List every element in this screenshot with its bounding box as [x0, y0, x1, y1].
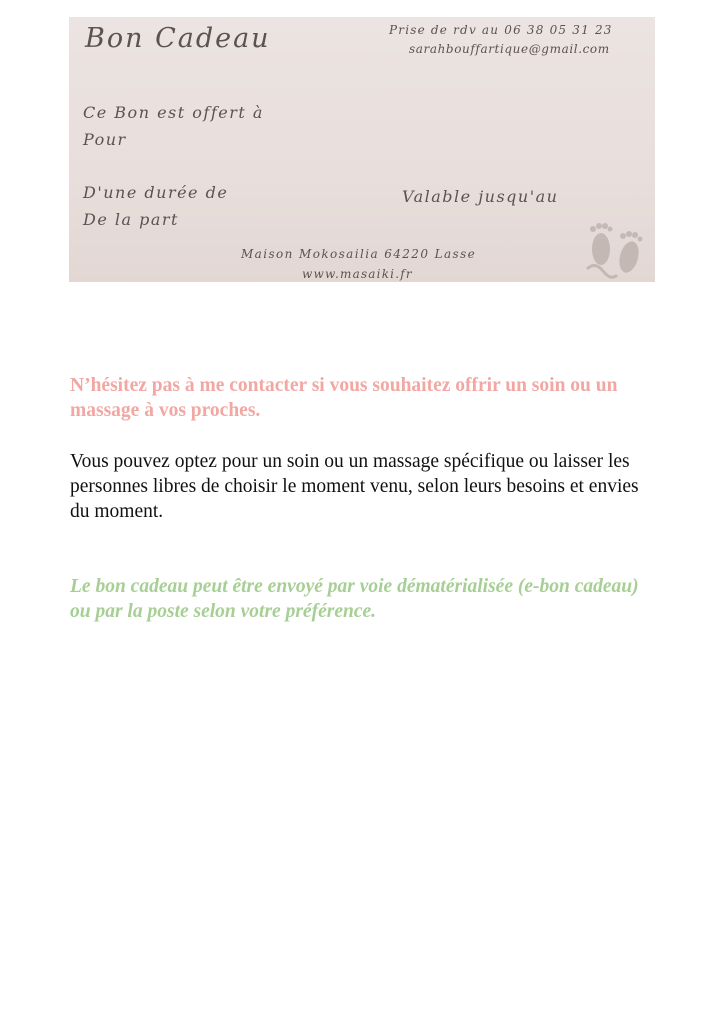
card-phone: Prise de rdv au 06 38 05 31 23 [389, 23, 613, 37]
options-paragraph: Vous pouvez optez pour un soin ou un massage spécifique ou laisser les personnes libres de choisir le moment venu, selon leurs besoins et envies du moment. [70, 451, 639, 522]
card-valid-line: Valable jusqu'au [402, 187, 559, 206]
card-title: Bon Cadeau [85, 23, 271, 54]
delivery-paragraph: Le bon cadeau peut être envoyé par voie dématérialisée (e-bon cadeau) ou par la poste selon votre préférence. [70, 576, 639, 622]
card-website: www.masaiki.fr [302, 267, 413, 281]
gift-card-image [69, 17, 655, 282]
card-email: sarahbouffartique@gmail.com [409, 42, 610, 56]
card-for-line: Pour [83, 130, 127, 149]
contact-paragraph: N’hésitez pas à me contacter si vous souhaitez offrir un soin ou un massage à vos proches. [70, 375, 618, 421]
footprints-icon [577, 209, 653, 281]
card-from-line: De la part [83, 210, 179, 229]
card-duration-line: D'une durée de [83, 183, 229, 202]
card-address: Maison Mokosailia 64220 Lasse [241, 247, 477, 261]
card-offered-line: Ce Bon est offert à [83, 103, 264, 122]
